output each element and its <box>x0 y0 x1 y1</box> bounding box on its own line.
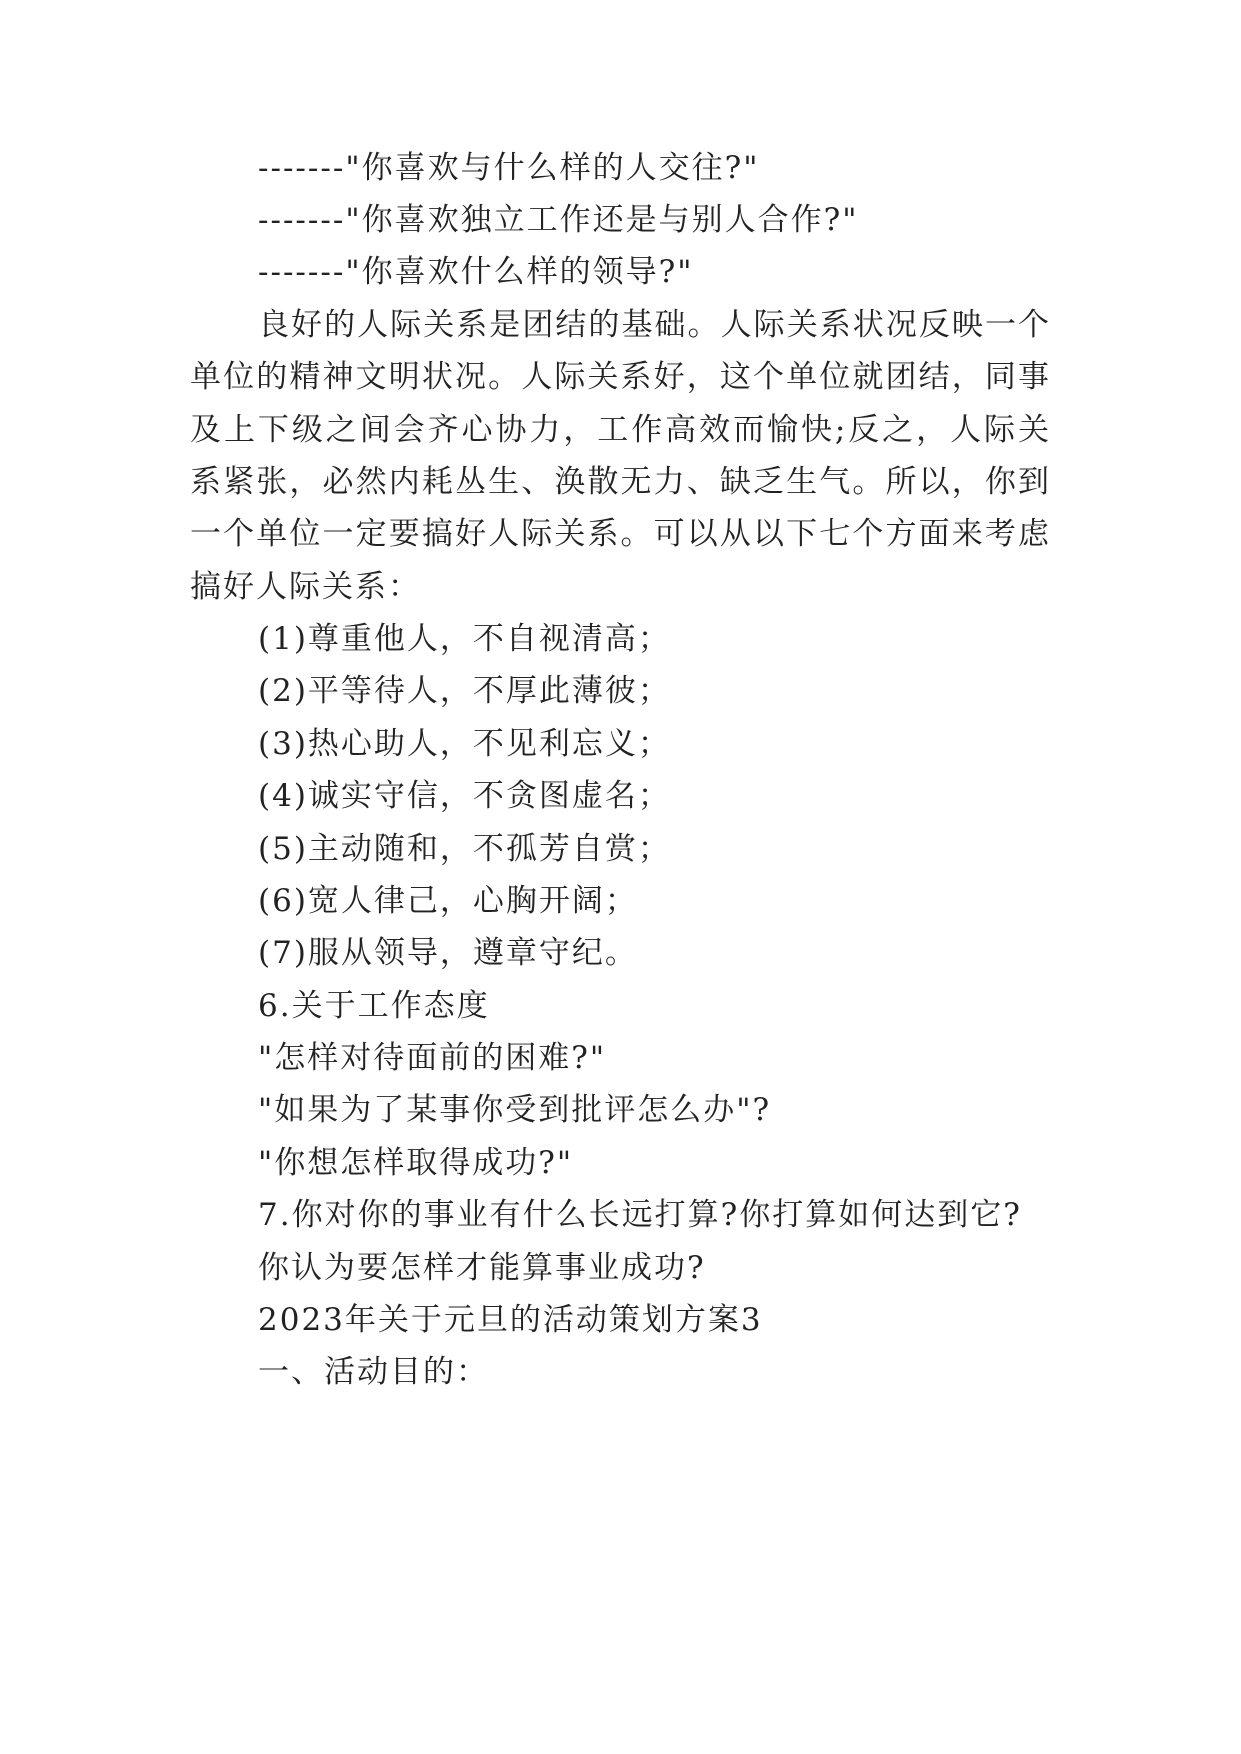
paragraph-line-6: 搞好人际关系： <box>190 569 421 605</box>
section-7-line-2: 你认为要怎样才能算事业成功? <box>258 1250 706 1286</box>
list-item-5: (5)主动随和，不孤芳自赏； <box>258 831 671 867</box>
list-item-7: (7)服从领导，遵章守纪。 <box>258 935 638 971</box>
list-item-6: (6)宽人律己，心胸开阔； <box>258 883 638 919</box>
paragraph-line-2: 单位的精神文明状况。人际关系好，这个单位就团结，同事 <box>190 359 1051 395</box>
section-6-question-2: "如果为了某事你受到批评怎么办"? <box>258 1092 772 1128</box>
paragraph-line-3: 及上下级之间会齐心协力，工作高效而愉快;反之，人际关 <box>190 412 1051 448</box>
section-6-heading: 6.关于工作态度 <box>258 988 490 1024</box>
paragraph-line-1: 良好的人际关系是团结的基础。人际关系状况反映一个 <box>258 307 1051 343</box>
plan-subheading: 一、活动目的： <box>258 1354 489 1390</box>
dash-question-3: -------"你喜欢什么样的领导?" <box>258 254 694 290</box>
dash-question-1: -------"你喜欢与什么样的人交往?" <box>258 150 760 186</box>
list-item-2: (2)平等待人，不厚此薄彼； <box>258 673 671 709</box>
list-item-4: (4)诚实守信，不贪图虚名； <box>258 778 671 814</box>
section-6-question-3: "你想怎样取得成功?" <box>258 1145 574 1181</box>
section-6-question-1: "怎样对待面前的困难?" <box>258 1040 607 1076</box>
paragraph-line-4: 系紧张，必然内耗丛生、涣散无力、缺乏生气。所以，你到 <box>190 464 1051 500</box>
paragraph-line-5: 一个单位一定要搞好人际关系。可以从以下七个方面来考虑 <box>190 516 1051 552</box>
plan-title: 2023年关于元旦的活动策划方案3 <box>258 1302 763 1338</box>
section-7-line-1: 7.你对你的事业有什么长远打算?你打算如何达到它? <box>258 1197 1022 1233</box>
dash-question-2: -------"你喜欢独立工作还是与别人合作?" <box>258 202 859 238</box>
list-item-3: (3)热心助人，不见利忘义； <box>258 726 671 762</box>
list-item-1: (1)尊重他人，不自视清高； <box>258 621 671 657</box>
